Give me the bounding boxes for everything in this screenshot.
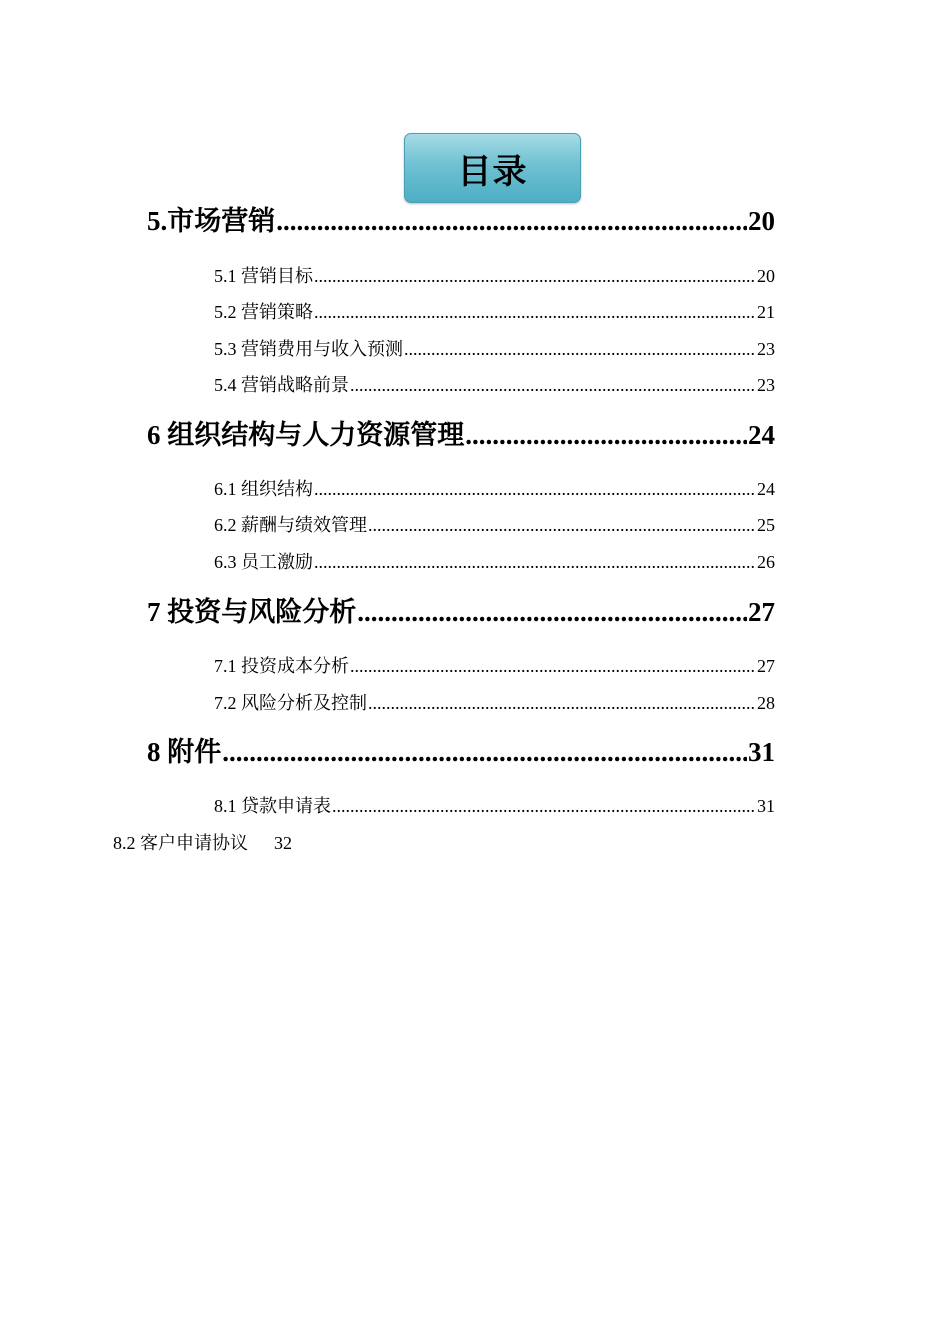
toc-item-5-1[interactable] [214, 264, 775, 288]
toc-section-7[interactable] [147, 594, 775, 630]
toc-item-page: 27 [757, 656, 775, 676]
toc-item-title: 5.4 营销战略前景 [214, 375, 349, 395]
toc-item-title: 7.2 风险分析及控制 [214, 693, 367, 713]
toc-item-5-4[interactable] [214, 373, 775, 397]
toc-item-7-1[interactable] [214, 654, 775, 678]
toc-section-title: 7 投资与风险分析 [147, 597, 357, 627]
toc-item-8-2[interactable] [113, 831, 292, 855]
toc-item-8-1[interactable] [214, 794, 775, 818]
toc-item-5-3[interactable] [214, 337, 775, 361]
dot-leader [357, 594, 747, 630]
toc-item-6-2[interactable] [214, 513, 775, 537]
toc-item-title: 5.2 营销策略 [214, 302, 313, 322]
dot-leader [350, 654, 756, 678]
toc-item-title: 7.1 投资成本分析 [214, 656, 349, 676]
dot-leader [332, 794, 756, 818]
toc-item-6-3[interactable] [214, 550, 775, 574]
toc-section-title: 6 组织结构与人力资源管理 [147, 420, 465, 450]
dot-leader [314, 477, 756, 501]
toc-item-page: 31 [757, 796, 775, 816]
toc-item-page: 32 [274, 833, 292, 853]
toc-section-8[interactable] [147, 734, 775, 770]
toc-section-5[interactable] [147, 203, 775, 239]
toc-item-page: 28 [757, 693, 775, 713]
dot-leader [368, 691, 756, 715]
toc-title-box [404, 133, 581, 203]
toc-item-6-1[interactable] [214, 477, 775, 501]
dot-leader [314, 264, 756, 288]
dot-leader [222, 734, 747, 770]
toc-item-page: 24 [757, 479, 775, 499]
toc-section-page: 24 [748, 420, 775, 450]
toc-item-title: 5.1 营销目标 [214, 266, 313, 286]
toc-item-page: 25 [757, 515, 775, 535]
toc-item-7-2[interactable] [214, 691, 775, 715]
toc-item-page: 23 [757, 375, 775, 395]
dot-leader [276, 203, 747, 239]
toc-item-page: 26 [757, 552, 775, 572]
dot-leader [350, 373, 756, 397]
toc-item-title: 6.1 组织结构 [214, 479, 313, 499]
toc-section-6[interactable] [147, 417, 775, 453]
toc-item-title: 5.3 营销费用与收入预测 [214, 339, 403, 359]
toc-item-title: 6.2 薪酬与绩效管理 [214, 515, 367, 535]
toc-item-page: 23 [757, 339, 775, 359]
toc-section-page: 31 [748, 737, 775, 767]
toc-item-5-2[interactable] [214, 300, 775, 324]
toc-section-page: 20 [748, 206, 775, 236]
toc-item-title: 8.1 贷款申请表 [214, 796, 331, 816]
dot-leader [465, 417, 747, 453]
toc-section-page: 27 [748, 597, 775, 627]
dot-leader [404, 337, 756, 361]
dot-leader [368, 513, 756, 537]
toc-section-title: 5.市场营销 [147, 206, 276, 236]
toc-item-page: 21 [757, 302, 775, 322]
toc-item-title: 6.3 员工激励 [214, 552, 313, 572]
dot-leader [314, 300, 756, 324]
toc-item-title: 8.2 客户申请协议 [113, 833, 248, 853]
toc-title: 目录 [457, 151, 528, 192]
toc-item-page: 20 [757, 266, 775, 286]
toc-section-title: 8 附件 [147, 737, 222, 767]
dot-leader [314, 550, 756, 574]
